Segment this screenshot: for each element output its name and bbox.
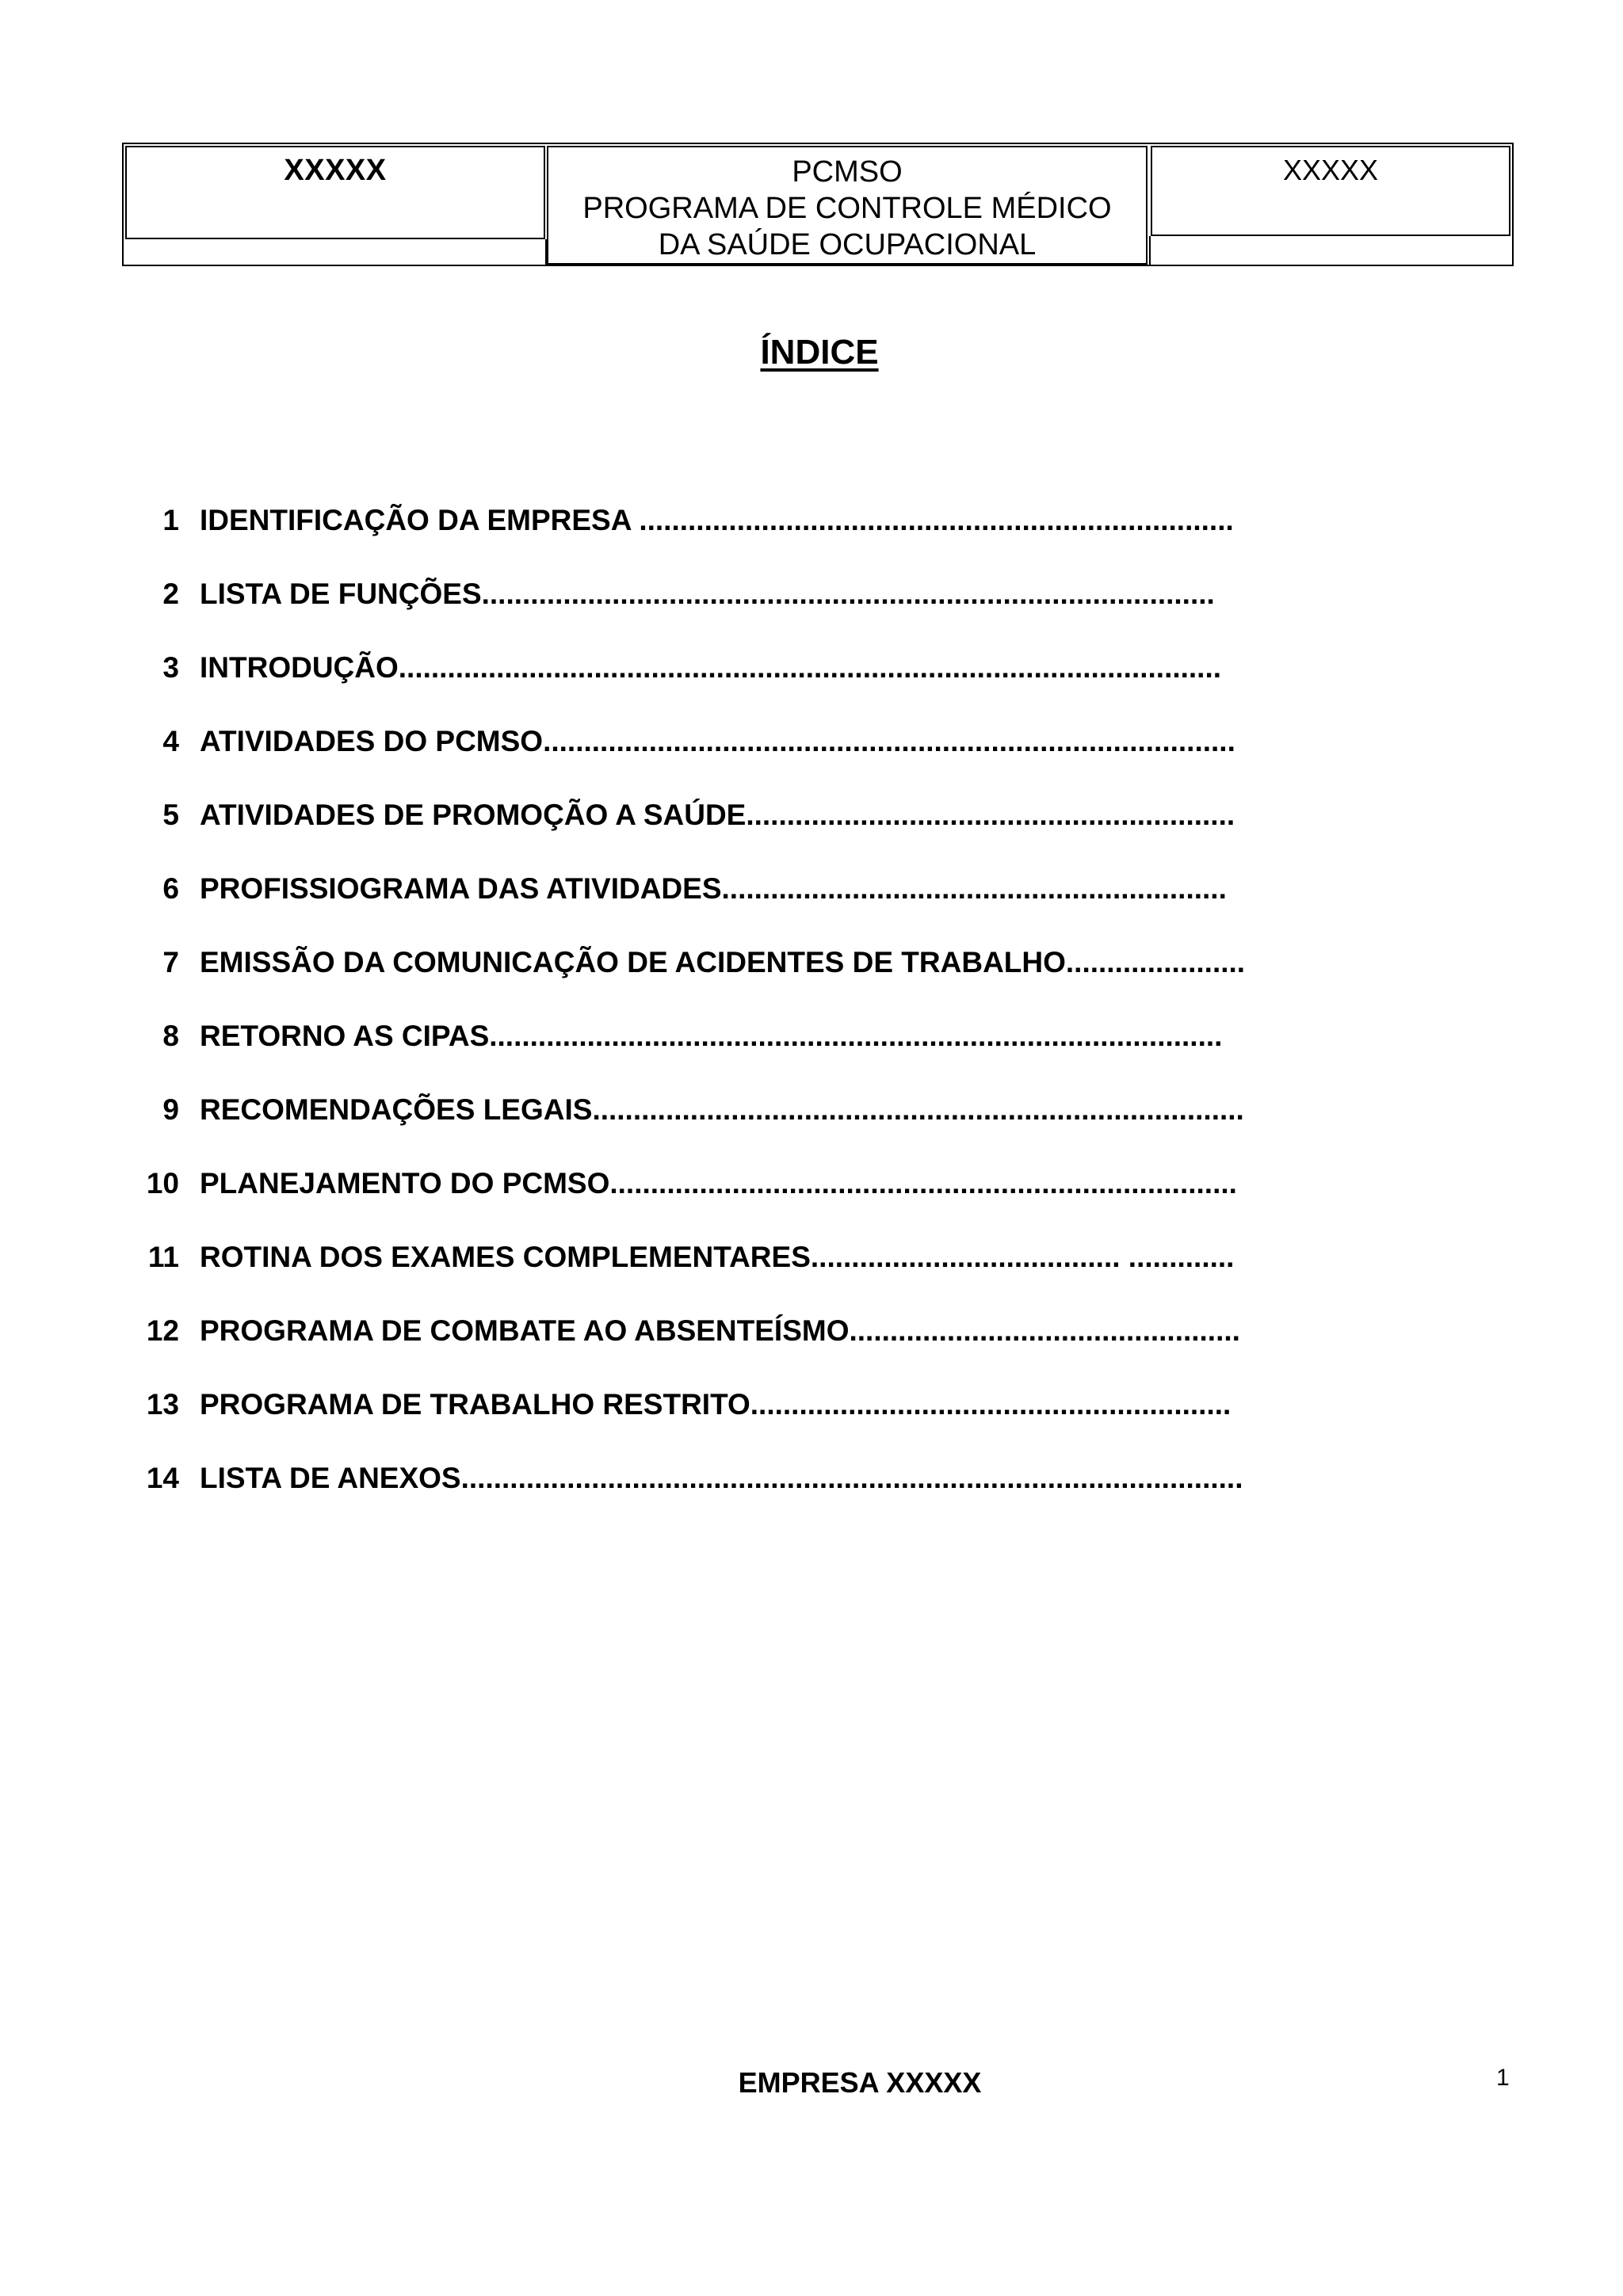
toc-entry-label: RETORNO AS CIPAS bbox=[200, 1020, 490, 1052]
toc-entry-number: 9 bbox=[162, 1093, 179, 1126]
toc-entry[interactable] bbox=[135, 946, 1355, 1020]
header-program-line: PROGRAMA DE CONTROLE MÉDICO bbox=[582, 192, 1112, 225]
toc-entry[interactable] bbox=[135, 725, 1355, 799]
header-left-strip bbox=[124, 239, 547, 266]
toc-entry-label: EMISSÃO DA COMUNICAÇÃO DE ACIDENTES DE TRABALHO bbox=[200, 946, 1066, 978]
toc-entry-number: 2 bbox=[162, 578, 179, 610]
toc-entry[interactable] bbox=[135, 578, 1355, 651]
toc-entry-label: PROFISSIOGRAMA DAS ATIVIDADES bbox=[200, 872, 722, 905]
page-number: 1 bbox=[1496, 2065, 1510, 2091]
toc-entry-title bbox=[200, 872, 1227, 906]
toc-entry-leader: ...................................... ............. bbox=[810, 1241, 1235, 1273]
toc-entry-title bbox=[200, 1020, 1222, 1053]
header-program-title bbox=[548, 154, 1146, 263]
toc-entry[interactable] bbox=[135, 1167, 1355, 1241]
toc-entry[interactable] bbox=[135, 1388, 1355, 1462]
toc-entry-number: 1 bbox=[162, 504, 179, 536]
toc-entry-leader: ................................................ bbox=[849, 1314, 1240, 1347]
toc-entry[interactable] bbox=[135, 1093, 1355, 1167]
header-program-line: DA SAÚDE OCUPACIONAL bbox=[658, 228, 1037, 261]
toc-entry[interactable] bbox=[135, 1314, 1355, 1388]
toc-entry-leader: ............................................................ bbox=[746, 799, 1235, 831]
toc-entry-leader: ................................................................................................ bbox=[460, 1462, 1243, 1494]
table-of-contents bbox=[135, 504, 1355, 1535]
toc-entry-leader: ........................................................... bbox=[750, 1388, 1232, 1421]
header-right-code: XXXXX bbox=[1282, 154, 1379, 186]
toc-entry-title bbox=[200, 1241, 1234, 1274]
toc-entry-label: RECOMENDAÇÕES LEGAIS bbox=[200, 1093, 593, 1126]
toc-entry-leader: ..................................................................................................... bbox=[398, 651, 1222, 684]
toc-entry-label: IDENTIFICAÇÃO DA EMPRESA bbox=[200, 504, 632, 536]
toc-entry-number: 10 bbox=[146, 1167, 179, 1199]
toc-entry-leader: .......................................................................................... bbox=[481, 578, 1215, 610]
toc-entry-leader: .......................................................................................... bbox=[489, 1020, 1223, 1052]
toc-entry-number: 7 bbox=[162, 946, 179, 978]
toc-entry[interactable] bbox=[135, 1462, 1355, 1535]
toc-entry-title bbox=[200, 1462, 1243, 1495]
toc-entry-number: 11 bbox=[147, 1241, 179, 1273]
toc-entry-label: ATIVIDADES DE PROMOÇÃO A SAÚDE bbox=[200, 799, 747, 831]
toc-entry-title bbox=[200, 946, 1245, 979]
toc-entry-title bbox=[200, 504, 1234, 537]
header-right-cell bbox=[1151, 146, 1510, 236]
header-left-cell bbox=[125, 146, 545, 239]
toc-entry-title bbox=[200, 725, 1235, 758]
toc-entry-label: PLANEJAMENTO DO PCMSO bbox=[200, 1167, 610, 1199]
toc-entry-label: ROTINA DOS EXAMES COMPLEMENTARES bbox=[200, 1241, 811, 1273]
toc-entry[interactable] bbox=[135, 1020, 1355, 1093]
toc-entry-leader: ............................................................................. bbox=[609, 1167, 1237, 1199]
header-company-code: XXXXX bbox=[284, 154, 387, 187]
toc-entry-leader: ................................................................................ bbox=[592, 1093, 1244, 1126]
toc-entry-title bbox=[200, 799, 1235, 832]
toc-entry-leader: ...................... bbox=[1065, 946, 1246, 978]
toc-entry-number: 12 bbox=[146, 1314, 179, 1347]
toc-entry-number: 6 bbox=[162, 872, 179, 905]
toc-entry-title bbox=[200, 651, 1221, 685]
toc-entry-label: LISTA DE ANEXOS bbox=[200, 1462, 461, 1494]
toc-entry-number: 14 bbox=[146, 1462, 179, 1494]
header-right-strip bbox=[1149, 236, 1512, 266]
header-center-cell bbox=[547, 146, 1148, 265]
toc-entry[interactable] bbox=[135, 872, 1355, 946]
toc-entry-label: INTRODUÇÃO bbox=[200, 651, 399, 684]
toc-entry-leader: ..................................................................................... bbox=[543, 725, 1235, 757]
toc-entry[interactable] bbox=[135, 799, 1355, 872]
toc-entry-label: PROGRAMA DE COMBATE AO ABSENTEÍSMO bbox=[200, 1314, 850, 1347]
toc-entry[interactable] bbox=[135, 1241, 1355, 1314]
toc-entry-label: PROGRAMA DE TRABALHO RESTRITO bbox=[200, 1388, 750, 1421]
toc-entry-title bbox=[200, 1314, 1240, 1348]
toc-entry-number: 13 bbox=[146, 1388, 179, 1421]
toc-entry-title bbox=[200, 1093, 1244, 1127]
toc-entry-number: 4 bbox=[162, 725, 179, 757]
document-header bbox=[122, 143, 1514, 266]
toc-entry-leader: .............................................................. bbox=[721, 872, 1227, 905]
toc-entry-number: 5 bbox=[162, 799, 179, 831]
toc-entry[interactable] bbox=[135, 504, 1355, 578]
toc-entry-title bbox=[200, 1167, 1237, 1200]
header-program-line: PCMSO bbox=[792, 155, 903, 189]
toc-entry-number: 8 bbox=[162, 1020, 179, 1052]
toc-entry-number: 3 bbox=[162, 651, 179, 684]
toc-entry-label: LISTA DE FUNÇÕES bbox=[200, 578, 482, 610]
toc-entry-title bbox=[200, 1388, 1231, 1421]
footer-company: EMPRESA XXXXX bbox=[738, 2066, 982, 2099]
toc-entry-label: ATIVIDADES DO PCMSO bbox=[200, 725, 544, 757]
toc-entry[interactable] bbox=[135, 651, 1355, 725]
toc-entry-title bbox=[200, 578, 1215, 611]
toc-entry-leader: ......................................................................... bbox=[631, 504, 1234, 536]
page-title: ÍNDICE bbox=[760, 333, 879, 372]
